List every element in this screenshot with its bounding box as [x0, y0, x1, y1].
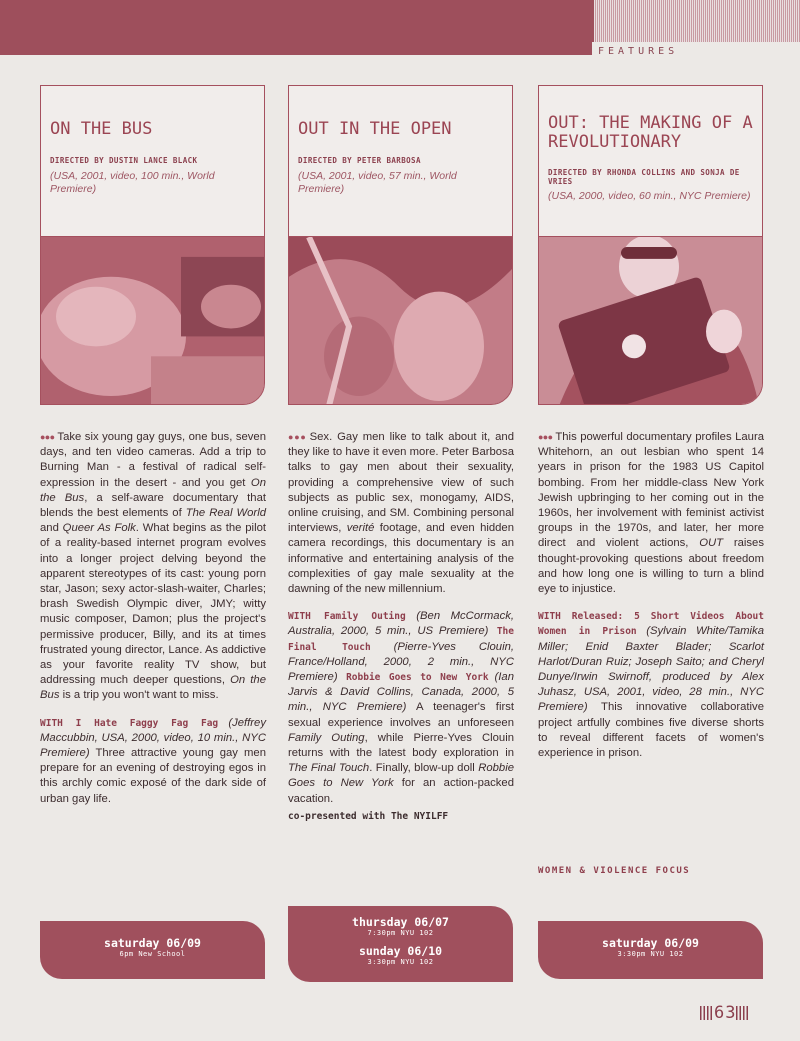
screening-time: 3:30pm NYU 102 [617, 950, 684, 958]
description: ●●● Sex. Gay men like to talk about it, and they like to have it even more. Peter Barbosa talks to gay men about their sexuality, providing a comprehensive view of such subjects as public sex, monogamy, AIDS, online cruising, and SM. Combining personal interviews, verité footage, and even hidden camera recordings, this documentary is an informative and entertaining analysis of the complexities of gay male sexuality at the dawning of the new millennium. [288, 431, 514, 596]
short-film-note: WITH Family Outing (Ben McCormack, Australia, 2000, 5 min., US Premiere) The Final Touch (Pierre-Yves Clouin, France/Holland, 2000, 2 min., NYC Premiere) Robbie Goes to New York (Ian Jarvis & David Collins, Canada, 2000, 5 min., NYC Premiere) A teenager's first sexual experience involves an unforeseen Family Outing, while Pierre-Yves Clouin returns with the latest body exploration in The Final Touch. Finally, blow-up doll Robbie Goes to New York for an action-packed vacation. co-presented with The NYILFF [288, 609, 514, 824]
bars-ornament-icon [736, 1006, 750, 1020]
screening-time: 7:30pm NYU 102 [367, 929, 434, 937]
film-card-out-in-the-open [288, 85, 513, 405]
film-title: OUT IN THE OPEN [298, 119, 452, 139]
screening-box-1 [40, 921, 265, 979]
header-bar [0, 0, 592, 55]
film-card-out-making-of-a-revolutionary [538, 85, 763, 405]
film-director: DIRECTED BY DUSTIN LANCE BLACK [50, 156, 198, 165]
description: ●●● Take six young gay guys, one bus, seven days, and ten video cameras. Add a trip to Burning Man - a festival of radical self-expression in the desert - and you get On the Bus, a self-aware documentary that blends the best elements of The Real World and Queer As Folk. What begins as the pilot of a reality-based internet program evolves into a longer project delving beyond the apparent stereotypes of its cast: young porn star, Jason; sexy actor-slash-waiter, Charles; brash Swedish Olympic diver, JMY; witty music composer, Damon; plus the project's permissive producer, Billy, and its at times frustrated young director, Lance. As addictive as your favorite reality TV show, but addressing much deeper questions, On the Bus is a trip you won't want to miss. [40, 431, 266, 702]
screening-day: sunday 06/10 [358, 944, 443, 958]
page-number: 63 [700, 1003, 750, 1023]
section-label: FEATURES [598, 46, 679, 57]
film-description-column-3 [538, 430, 764, 761]
film-info: (USA, 2001, video, 57 min., World Premiere) [298, 170, 457, 195]
screening-day: saturday 06/09 [602, 936, 699, 950]
bars-ornament-icon [700, 1006, 714, 1020]
film-description-column-1 [40, 430, 266, 807]
film-info: (USA, 2001, video, 100 min., World Premiere) [50, 170, 215, 195]
film-still-photo [41, 236, 265, 405]
film-description-column-2 [288, 430, 514, 824]
short-film-note: WITH I Hate Faggy Fag Fag (Jeffrey Maccubbin, USA, 2000, video, 10 min., NYC Premiere) Three attractive young gay men prepare for an evening of destroying egos in this archly comic exposé of the dark side of urban gay life. [40, 716, 266, 805]
screening-day: saturday 06/09 [104, 936, 201, 950]
screening-box-3 [538, 921, 763, 979]
film-title: OUT: THE MAKING OF A REVOLUTIONARY [548, 113, 753, 152]
description: ●●● This powerful documentary profiles Laura Whitehorn, an out lesbian who spent 14 years in prison for the 1983 US Capitol bombing. From her middle-class New York Jewish upbringing to her coming out in the 1960s, her involvement with feminist activist groups in the 1970s, and later, her more direct and violent actions, OUT raises thought-provoking questions about freedom and how long one is willing to turn a blind eye to injustice. [538, 431, 764, 596]
section-tab [592, 0, 800, 42]
screening-box-2 [288, 906, 513, 982]
film-director: DIRECTED BY RHONDA COLLINS AND SONJA DE VRIES [548, 168, 740, 186]
bullet-dots-icon: ●●● [40, 432, 55, 442]
focus-label: WOMEN & VIOLENCE FOCUS [538, 866, 691, 876]
film-title: ON THE BUS [50, 119, 153, 139]
film-director: DIRECTED BY PETER BARBOSA [298, 156, 421, 165]
short-film-note: WITH Released: 5 Short Videos About Women in Prison (Sylvain White/Tamika Miller; Enid Baxter Blader; Scarlot Harlot/Duran Ruiz; Joseph Saito; and Cheryl Dunye/Irwin Swirnoff, produced by Alex Juhasz, USA, 2001, video, 28 min., NYC Premiere) This innovative collaborative project artfully combines five diverse shorts to reveal different facets of women's experience in prison. [538, 611, 764, 760]
bullet-dots-icon: ●●● [538, 432, 553, 442]
bullet-dots-icon: ●●● [288, 432, 307, 442]
screening-time: 3:30pm NYU 102 [367, 958, 434, 966]
film-card-on-the-bus [40, 85, 265, 405]
film-still-photo [539, 236, 763, 405]
film-still-photo [289, 236, 513, 405]
screening-day: thursday 06/07 [352, 915, 449, 929]
screening-time: 6pm New School [119, 950, 186, 958]
film-info: (USA, 2000, video, 60 min., NYC Premiere) [548, 190, 751, 202]
co-presented-note: co-presented with The NYILFF [288, 810, 449, 822]
